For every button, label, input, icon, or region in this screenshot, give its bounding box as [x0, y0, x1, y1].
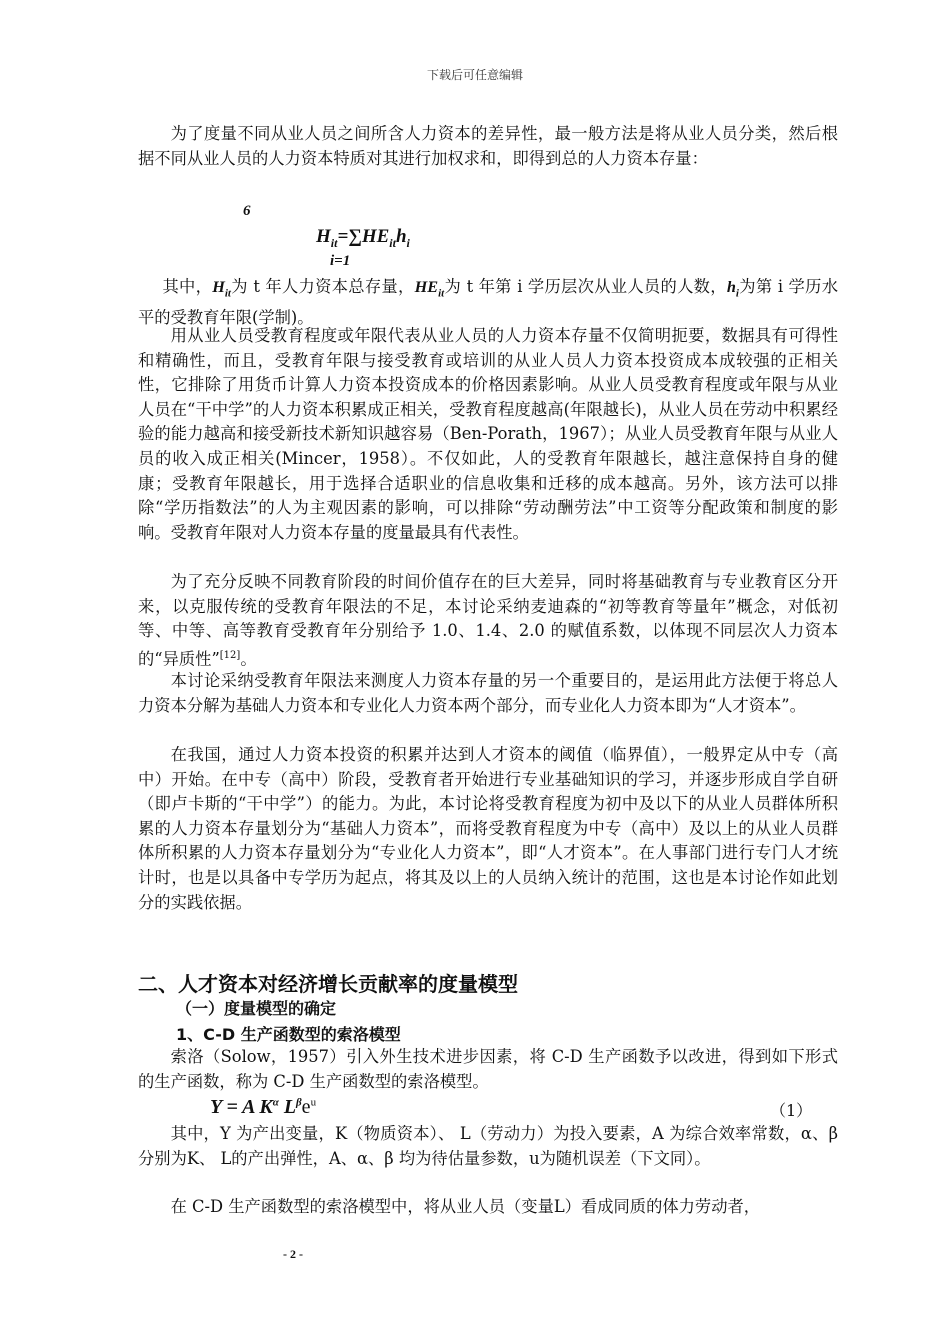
paragraph-3: 用从业人员受教育程度或年限代表从业人员的人力资本存量不仅简明扼要，数据具有可得性和精确性，而且，受教育年限与接受教育或培训的从业人员人力资本投资成本成较强的正相关性，它排除了用货币计算人力资本投资成本的价格因素影响。从业人员受教育程度或年限与从业人员在“干中学”的人力资本积累成正相关，受教育程度越高(年限越长)，从业人员在劳动中积累经验的能力越高和接受新技术新知识越容易（Ben-Porath，1967）；从业人员受教育年限与从业人员的收入成正相关(Mincer，1958）。不仅如此，人的受教育年限越长，越注意保持自身的健康；受教育年限越长，用于选择合适职业的信息收集和迁移的成本越高。另外，该方法可以排除“学历指数法”的人为主观因素的影响，可以排除“劳动酬劳法”中工资等分配政策和制度的影响。受教育年限对人力资本存量的度量最具有代表性。 [138, 326, 838, 542]
paragraph-2 [138, 275, 838, 330]
subsubsection-heading: 1、C-D 生产函数型的索洛模型 [176, 1025, 401, 1044]
page-number: - 2 - [283, 1247, 303, 1261]
subsection-heading: （一）度量模型的确定 [176, 999, 337, 1018]
symbol-hi: $h_i$ [726, 277, 739, 300]
para4-end: 。 [240, 649, 257, 669]
paragraph-8: 其中，Y 为产出变量，K（物质资本）、 L（劳动力）为投入要素，A 为综合效率常数，α、β 分别为K、 L的产出弹性，A、α、β 均为待估量参数，u为随机误差（下文同）。 [138, 1124, 838, 1168]
paragraph-9: 在 C-D 生产函数型的索洛模型中，将从业人员（变量L）看成同质的体力劳动者， [170, 1197, 761, 1216]
paragraph-6: 在我国，通过人力资本投资的积累并达到人才资本的阈值（临界值），一般界定从中专（高中）开始。在中专（高中）阶段，受教育者开始进行专业基础知识的学习，并逐步形成自学自研（即卢卡斯的“干中学”）的能力。为此，本讨论将受教育程度为初中及以下的从业人员群体所积累的人力资本存量划分为“基础人力资本”，而将受教育程度为中专（高中）及以上的从业人员群体所积累的人力资本存量划分为“专业化人力资本”，即“人才资本”。在人事部门进行专门人才统计时，也是以具备中专学历为起点，将其及以上的人员纳入统计的范围，这也是本讨论作如此划分的实践依据。 [138, 745, 838, 912]
para2-text-2: 为 t 年第 i 学历层次从业人员的人数， [444, 277, 727, 296]
paragraph-1: 为了度量不同从业人员之间所含人力资本的差异性，最一般方法是将从业人员分类，然后根据不同从业人员的人力资本特质对其进行加权求和，即得到总的人力资本存量： [138, 124, 838, 168]
paragraph-4 [138, 570, 838, 672]
symbol-hit: $H_{it}$ [212, 277, 231, 300]
para2-text-3: 为第 i 学历水平的受教育年限(学制)。 [138, 277, 838, 327]
symbol-heit: $HE_{it}$ [414, 277, 445, 300]
page-header: 下载后可任意编辑 [426, 68, 523, 82]
paragraph-7: 索洛（Solow，1957）引入外生技术进步因素，将 C-D 生产函数予以改进，得到如下形式的生产函数，称为 C-D 生产函数型的索洛模型。 [138, 1047, 838, 1091]
equation-number: （1） [770, 1101, 813, 1120]
citation-ref: [12] [219, 649, 241, 661]
para2-text-1: 为 t 年人力资本总存量， [230, 277, 415, 296]
paragraph-5: 本讨论采纳受教育年限法来测度人力资本存量的另一个重要目的，是运用此方法便于将总人力资本分解为基础人力资本和专业化人力资本两个部分，而专业化人力资本即为“人才资本”。 [138, 671, 838, 715]
para4-text: 为了充分反映不同教育阶段的时间价值存在的巨大差异，同时将基础教育与专业教育区分开来，以克服传统的受教育年限法的不足，本讨论采纳麦迪森的“初等教育等量年”概念，对低初等、中等、高等教育受教育年分别给予 1.0、1.4、2.0 的赋值系数，以体现不同层次人力资本的“异质性” [138, 572, 838, 669]
formula-main: $H_{it}=\sum HE_{it}h_i$ [316, 226, 410, 250]
formula-upper-limit: 6 [243, 203, 251, 219]
equation-1: Y = A $K^\alpha$ $L^\beta e^u$ [210, 1096, 317, 1118]
section-heading: 二、人才资本对经济增长贡献率的度量模型 [138, 972, 518, 996]
para2-prefix: 其中， [162, 277, 213, 296]
formula-lower-limit: i=1 [330, 253, 351, 269]
